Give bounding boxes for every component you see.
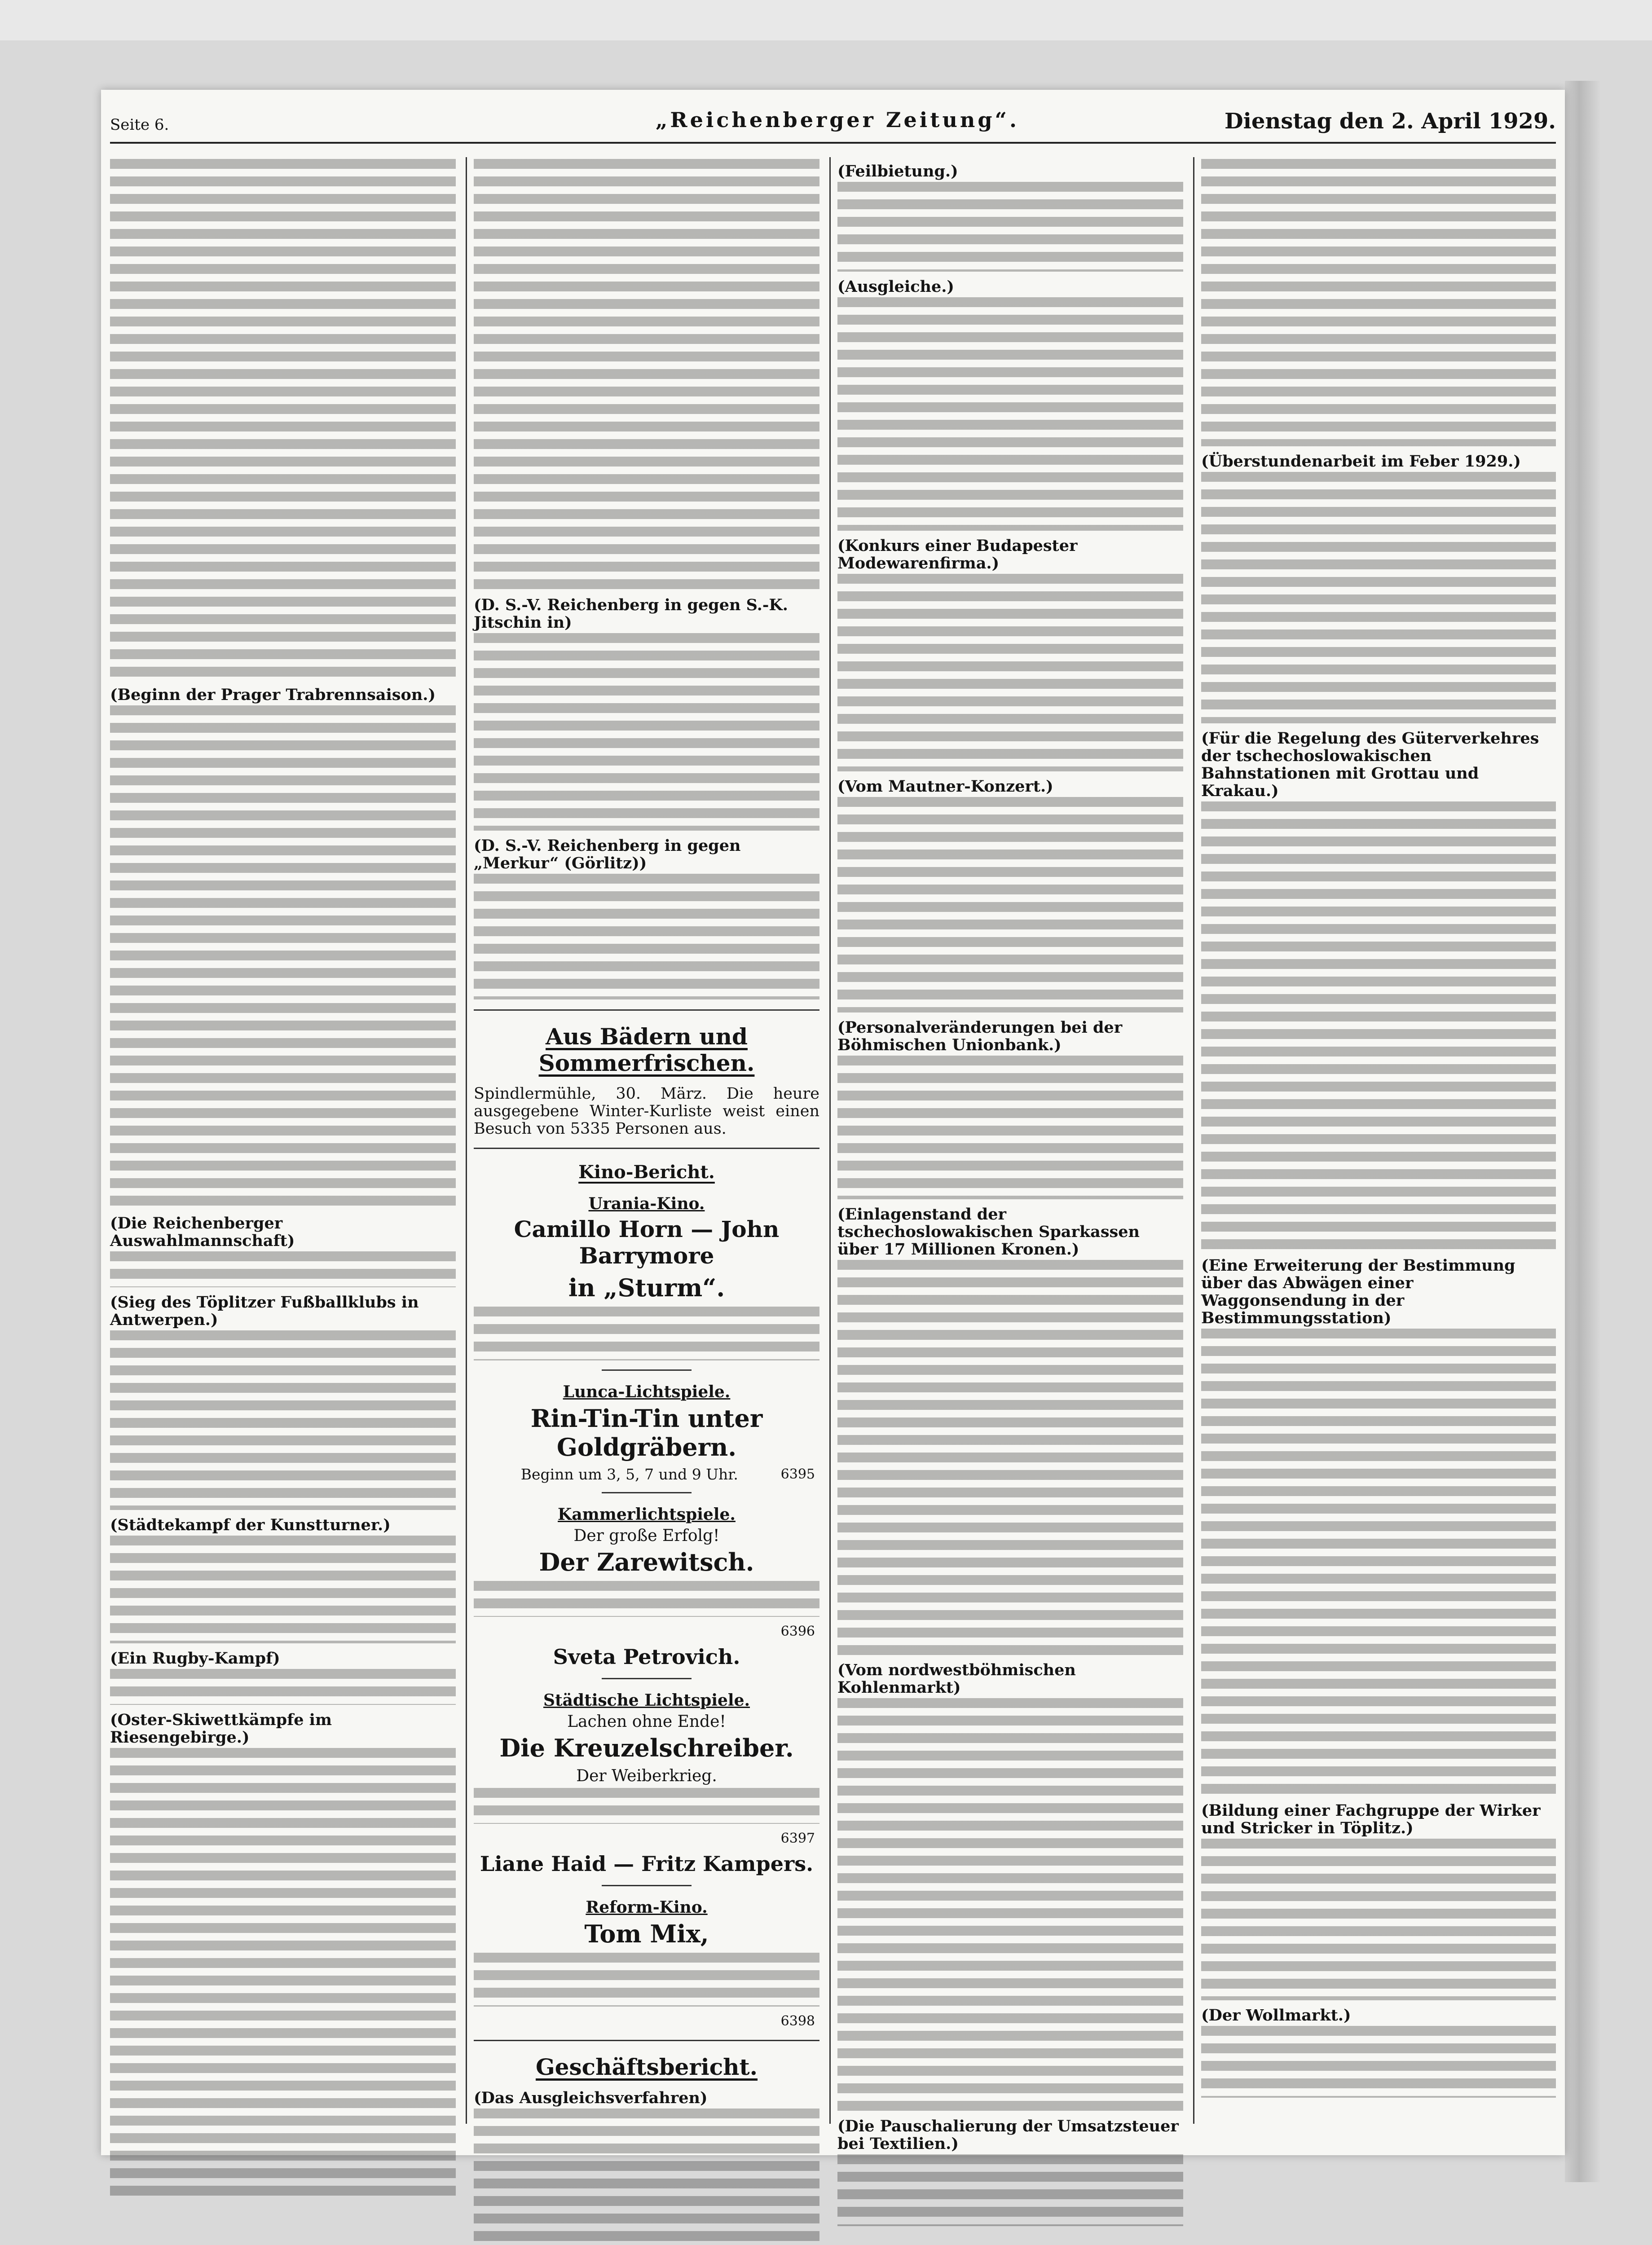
film-title: in „Sturm“. [568,1273,725,1302]
page-header [110,99,1556,144]
scan-top-margin [0,0,1652,40]
film-tagline: Lachen ohne Ende! [567,1712,726,1731]
illegible-text-block [837,2154,1183,2226]
film-code-line [478,1830,815,1847]
illegible-text-block [1201,1839,1556,2000]
article-title: (Ausgleiche.) [837,277,954,296]
illegible-text-block [837,797,1183,1012]
illegible-text-block [474,1307,819,1360]
illegible-text-block [837,1260,1183,1655]
illegible-text-block [110,1669,456,1705]
ad-code: 6397 [780,1831,815,1846]
cinema-name: Urania-Kino. [588,1194,705,1213]
film-code-line [478,1623,815,1640]
article-title: (Für die Regelung des Güterverkehres der tschechoslowakischen Bahnstationen mit Grottau und Krakau.) [1201,729,1539,800]
illegible-text-block [110,1330,456,1510]
column-1 [110,157,456,2124]
illegible-text-block [474,2109,819,2245]
film-title: Der Zarewitsch. [539,1548,754,1576]
cinema-name: Kammerlichtspiele. [558,1505,736,1524]
column-rule [1193,157,1194,2124]
article-title: (Konkurs einer Budapester Modewarenfirma.) [837,537,1078,572]
article-title: (Beginn der Prager Trabrennsaison.) [110,686,436,704]
illegible-text-block [837,1056,1183,1199]
article-title: (D. S.-V. Reichenberg in gegen „Merkur“ (Görlitz)) [474,836,741,872]
ad-code: 6396 [780,1624,815,1639]
article-title: (Eine Erweiterung der Bestimmung über das Abwägen einer Waggonsendung in der Bestimmungsstation) [1201,1256,1515,1327]
baeder-text: Spindlermühle, 30. März. Die heure ausgegebene Winter-Kurliste weist einen Besuch von 5335 Personen aus. [474,1085,819,1138]
column-rule [829,157,831,2124]
illegible-text-block [474,633,819,831]
listing-divider [602,1678,692,1679]
ad-code: 6398 [780,2013,815,2029]
illegible-text-block [474,1581,819,1617]
article-title: (Personalveränderungen bei der Böhmischen Unionbank.) [837,1018,1123,1054]
film-subtitle: Der Weiberkrieg. [576,1767,717,1785]
article-title: (Vom Mautner-Konzert.) [837,777,1053,796]
film-tagline: Der große Erfolg! [573,1527,720,1545]
article-title: (Einlagenstand der tschechoslowakischen Sparkassen über 17 Millionen Kronen.) [837,1205,1140,1259]
illegible-text-block [837,182,1183,272]
film-performer: Sveta Petrovich. [553,1645,740,1669]
column-rule [466,157,467,2124]
film-stars: Camillo Horn — John Barrymore [514,1216,780,1269]
film-performer: Liane Haid — Fritz Kampers. [480,1852,814,1876]
section-divider [474,1148,819,1149]
cinema-name: Reform-Kino. [586,1898,708,1917]
column-2 [474,157,819,2124]
illegible-text-block [110,159,456,680]
article-title: (Vom nordwestböhmischen Kohlenmarkt) [837,1661,1076,1697]
article-title: (Oster-Skiwettkämpfe im Riesengebirge.) [110,1711,332,1747]
illegible-text-block [837,297,1183,531]
cinema-name: Städtische Lichtspiele. [543,1691,750,1710]
illegible-text-block [1201,159,1556,446]
scan-right-edge [1565,81,1601,2182]
article-title: (Sieg des Töplitzer Fußballklubs in Antwerpen.) [110,1293,419,1329]
article-title: (Städtekampf der Kunstturner.) [110,1516,391,1534]
section-title-baeder: Aus Bädern und Sommerfrischen. [538,1023,755,1076]
article-title: (Bildung einer Fachgruppe der Wirker und Stricker in Töplitz.) [1201,1801,1541,1837]
section-title-geschaeft: Geschäftsbericht. [535,2054,758,2080]
illegible-text-block [837,574,1183,771]
illegible-text-block [474,874,819,999]
listing-divider [602,1492,692,1493]
section-title-kino: Kino-Bericht. [578,1162,715,1183]
column-4 [1201,157,1556,2124]
illegible-text-block [110,705,456,1208]
article-title: (Feilbietung.) [837,162,958,180]
illegible-text-block [474,1788,819,1824]
illegible-text-block [1201,2026,1556,2098]
article-title: (Ein Rugby-Kampf) [110,1649,280,1668]
section-divider [474,1009,819,1011]
article-title: (Überstundenarbeit im Feber 1929.) [1201,452,1521,471]
page-number: Seite 6. [110,116,169,134]
section-divider [474,2040,819,2041]
illegible-text-block [1201,472,1556,723]
illegible-text-block [110,1748,456,2197]
cinema-name: Lunca-Lichtspiele. [563,1382,731,1401]
ad-code: 6395 [780,1466,815,1482]
illegible-text-block [837,1698,1183,2111]
issue-date: Dienstag den 2. April 1929. [1225,109,1556,134]
listing-divider [602,1369,692,1371]
listing-divider [602,1885,692,1886]
illegible-text-block [110,1536,456,1643]
film-title: Die Kreuzelschreiber. [499,1734,794,1762]
article-title: (D. S.-V. Reichenberg in gegen S.-K. Jitschin in) [474,596,788,632]
newspaper-title: „Reichenberger Zeitung“. [655,108,1020,132]
film-code-line [478,2013,815,2030]
illegible-text-block [1201,1329,1556,1796]
article-title: (Die Reichenberger Auswahlmannschaft) [110,1214,295,1250]
column-3 [837,157,1183,2153]
film-description: Beginn um 3, 5, 7 und 9 Uhr. 6395 [520,1466,815,1483]
newspaper-page [101,90,1565,2155]
illegible-text-block [474,159,819,590]
film-title: Rin-Tin-Tin unter Goldgräbern. [530,1404,763,1461]
illegible-text-block [474,1953,819,2007]
article-title: (Die Pauschalierung der Umsatzsteuer bei Textilien.) [837,2117,1179,2153]
illegible-text-block [110,1251,456,1287]
article-title: (Der Wollmarkt.) [1201,2006,1351,2025]
film-title: Tom Mix, [584,1919,709,1948]
illegible-text-block [1201,801,1556,1250]
article-title: (Das Ausgleichsverfahren) [474,2089,708,2107]
